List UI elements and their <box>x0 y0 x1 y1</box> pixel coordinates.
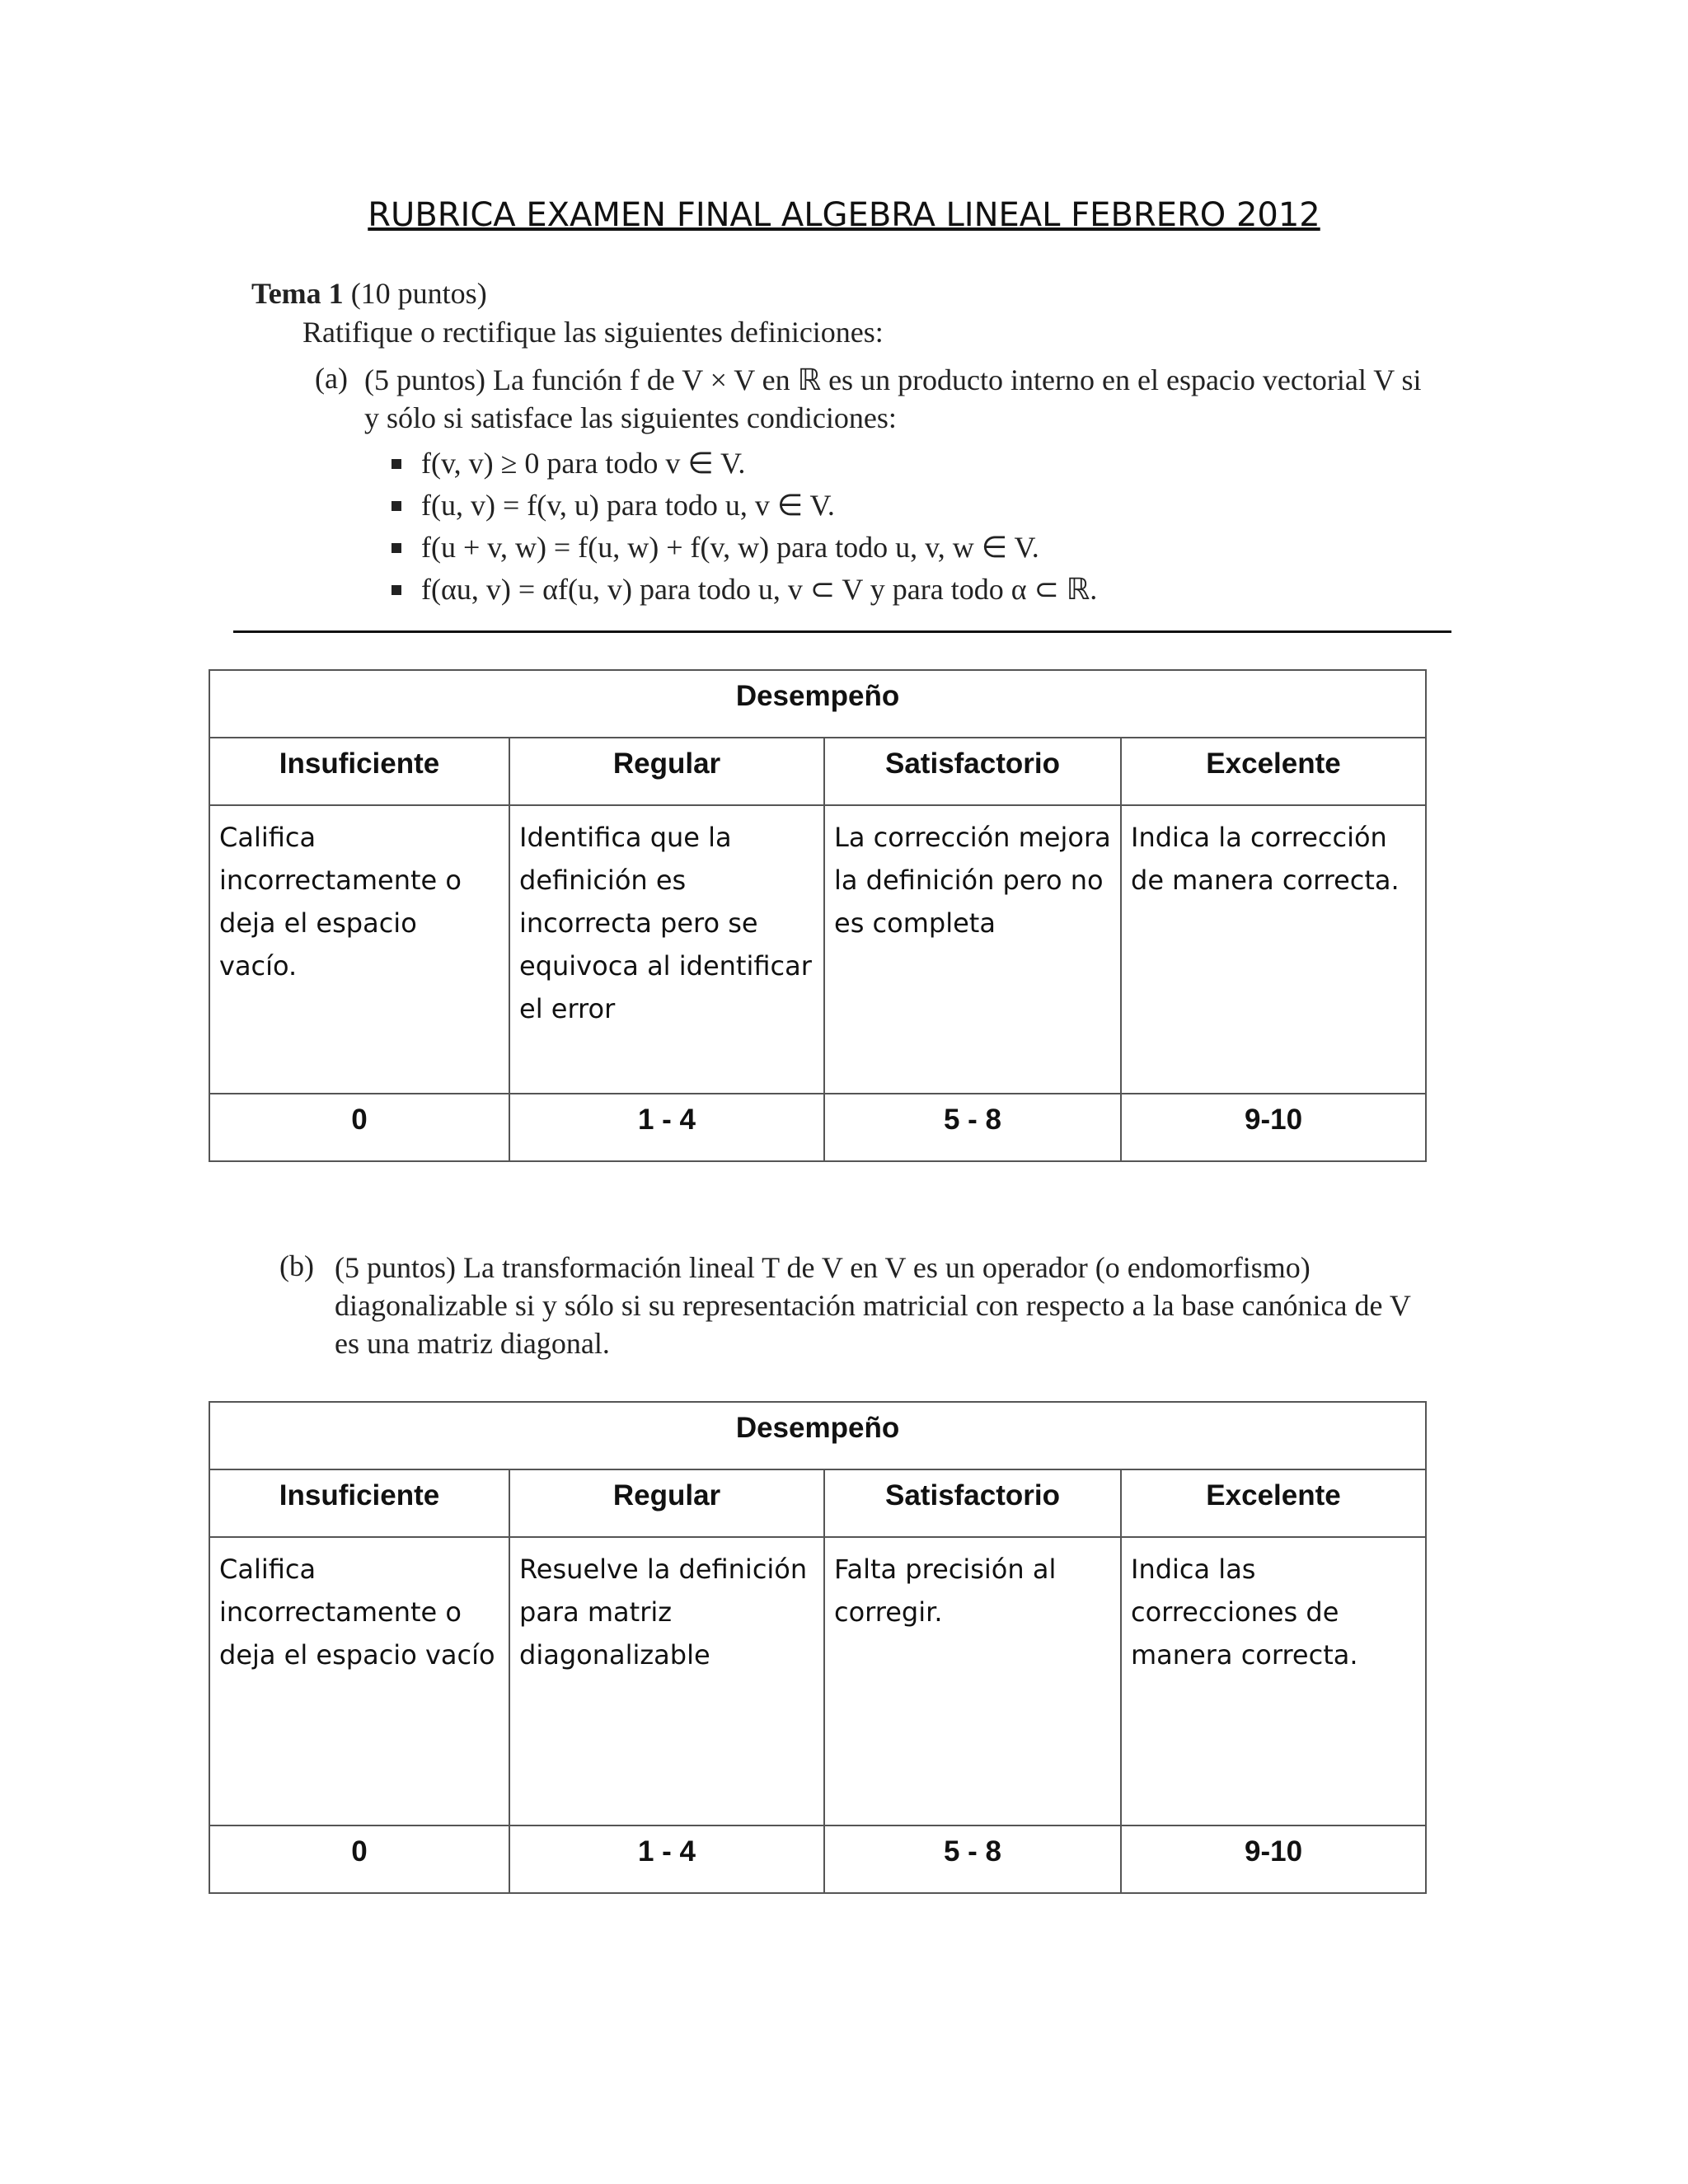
part-b-label: (b) <box>279 1249 314 1282</box>
level-regular: Regular <box>509 1469 824 1537</box>
desc-insuficiente: Califica incorrectamente o deja el espacio vacío <box>209 1537 509 1825</box>
part-b-text: (5 puntos) La transformación lineal T de V en V es un operador (o endomorfismo) diagonalizable si y sólo si su representación matricial con respecto a la base canónica de V es una matriz diagonal. <box>335 1251 1411 1360</box>
level-excelente: Excelente <box>1121 1469 1426 1537</box>
rubric-header: Desempeño <box>209 670 1426 738</box>
level-satisfactorio: Satisfactorio <box>824 1469 1121 1537</box>
level-insuficiente: Insuficiente <box>209 1469 509 1537</box>
score-regular: 1 - 4 <box>509 1825 824 1893</box>
desc-insuficiente: Califica incorrectamente o deja el espacio vacío. <box>209 805 509 1094</box>
tema-intro: Ratifique o rectifique las siguientes definiciones: <box>302 316 884 349</box>
condition-list <box>392 443 1097 611</box>
score-excelente: 9-10 <box>1121 1825 1426 1893</box>
part-a-label: (a) <box>315 362 348 395</box>
level-excelente: Excelente <box>1121 738 1426 805</box>
desc-regular: Resuelve la definición para matriz diagonalizable <box>509 1537 824 1825</box>
section-divider <box>233 630 1451 633</box>
score-excelente: 9-10 <box>1121 1094 1426 1161</box>
condition-item: f(v, v) ≥ 0 para todo v ∈ V. <box>392 443 1097 485</box>
desc-satisfactorio: La corrección mejora la definición pero no es completa <box>824 805 1121 1094</box>
rubric-table-b <box>209 1401 1427 1894</box>
condition-item: f(u, v) = f(v, u) para todo u, v ∈ V. <box>392 485 1097 527</box>
page-title: RUBRICA EXAMEN FINAL ALGEBRA LINEAL FEBRERO 2012 <box>368 196 1320 234</box>
condition-item: f(αu, v) = αf(u, v) para todo u, v ⊂ V y para todo α ⊂ ℝ. <box>392 569 1097 611</box>
part-a-text: (5 puntos) La función f de V × V en ℝ es un producto interno en el espacio vectorial V si y sólo si satisface las siguientes condiciones: <box>364 363 1422 434</box>
tema-points: (10 puntos) <box>350 277 487 310</box>
level-regular: Regular <box>509 738 824 805</box>
score-satisfactorio: 5 - 8 <box>824 1094 1121 1161</box>
desc-satisfactorio: Falta precisión al corregir. <box>824 1537 1121 1825</box>
tema-label: Tema 1 <box>251 277 344 310</box>
desc-regular: Identifica que la definición es incorrecta pero se equivoca al identificar el error <box>509 805 824 1094</box>
level-insuficiente: Insuficiente <box>209 738 509 805</box>
desc-excelente: Indica las correcciones de manera correcta. <box>1121 1537 1426 1825</box>
condition-item: f(u + v, w) = f(u, w) + f(v, w) para todo u, v, w ∈ V. <box>392 527 1097 569</box>
rubric-table-a <box>209 669 1427 1162</box>
desc-excelente: Indica la corrección de manera correcta. <box>1121 805 1426 1094</box>
score-satisfactorio: 5 - 8 <box>824 1825 1121 1893</box>
tema-heading <box>251 276 487 311</box>
rubric-header: Desempeño <box>209 1402 1426 1469</box>
level-satisfactorio: Satisfactorio <box>824 738 1121 805</box>
score-insuficiente: 0 <box>209 1825 509 1893</box>
score-regular: 1 - 4 <box>509 1094 824 1161</box>
score-insuficiente: 0 <box>209 1094 509 1161</box>
